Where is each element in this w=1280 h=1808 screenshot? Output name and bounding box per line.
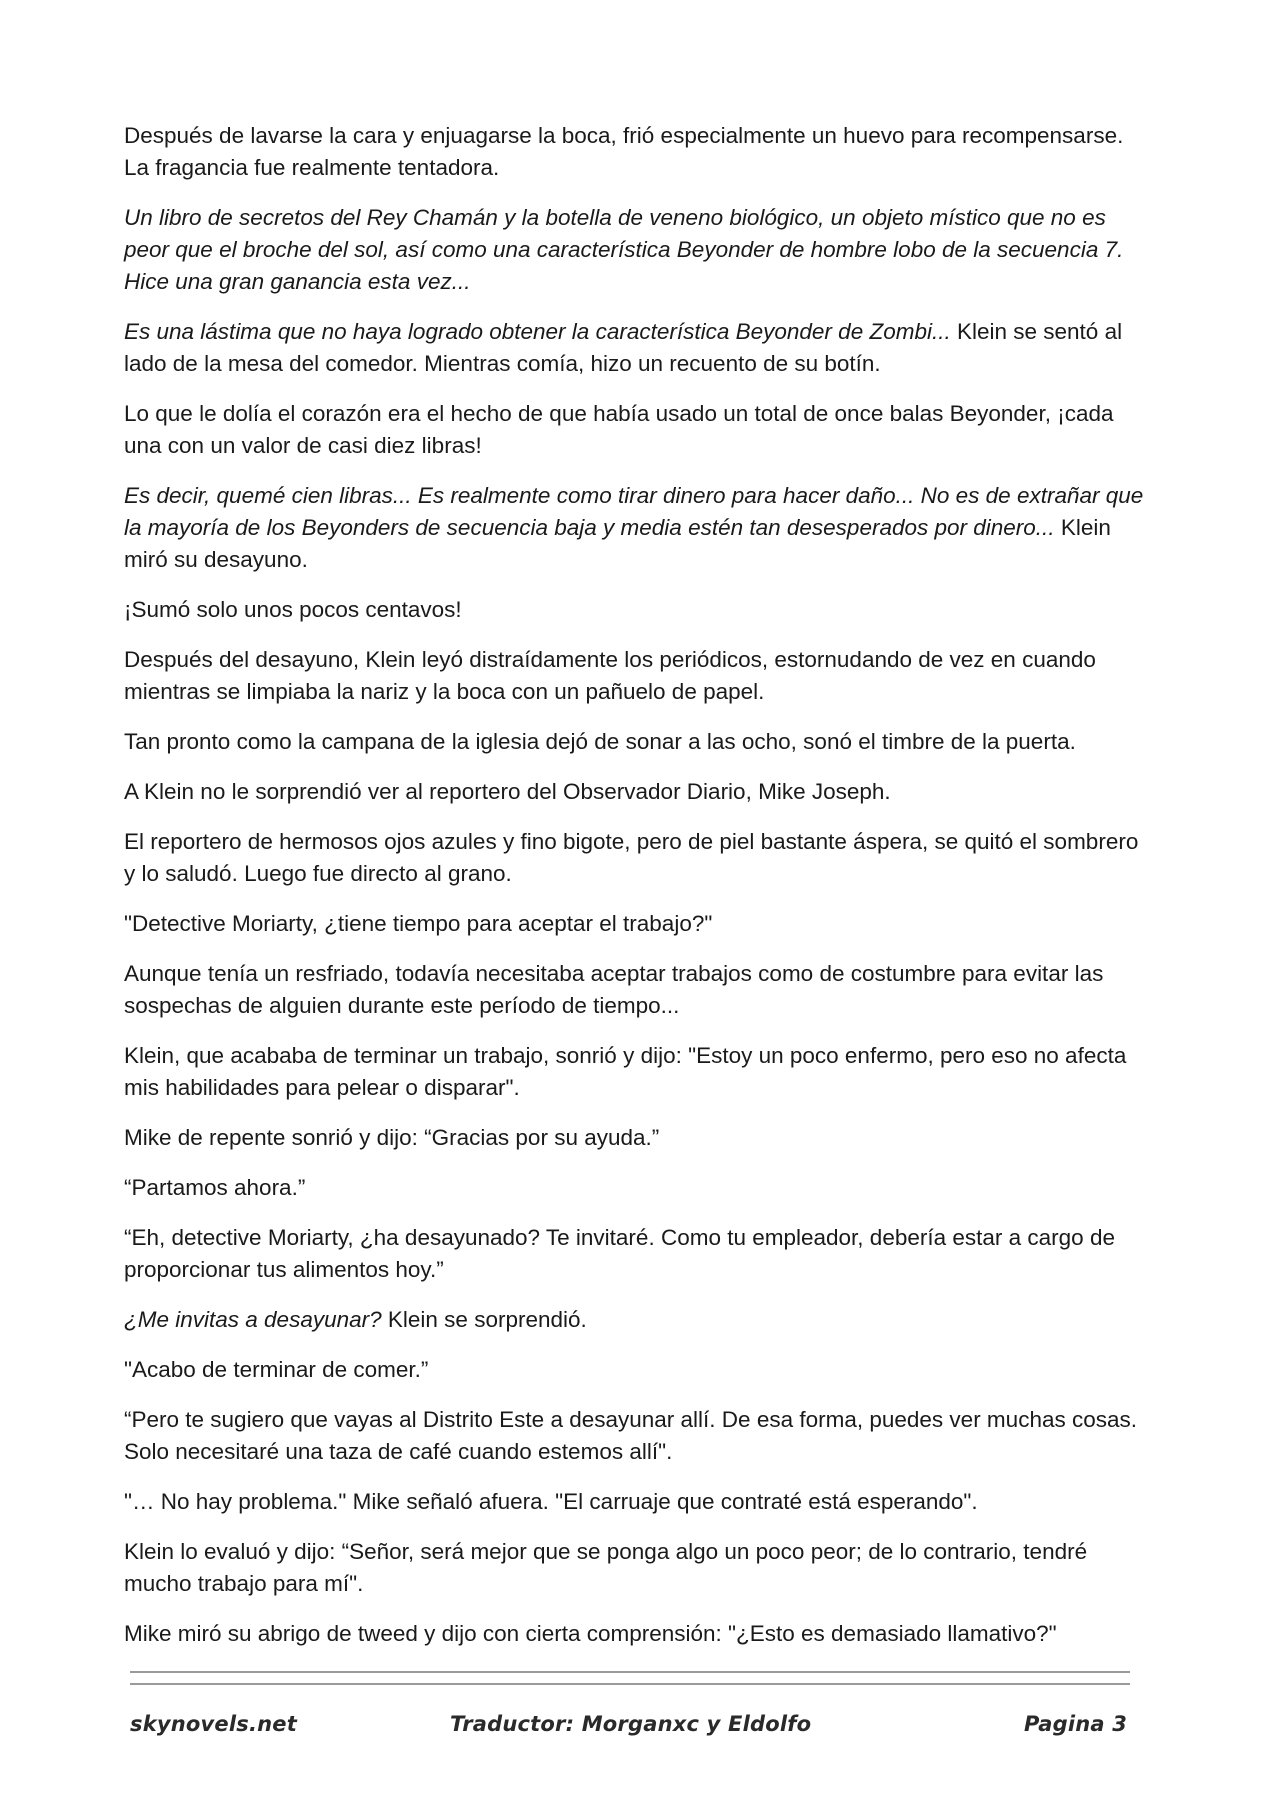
paragraph <box>124 1172 1144 1204</box>
paragraph <box>124 398 1144 462</box>
footer-translator: Traductor: Morganxc y Eldolfo <box>450 1712 812 1736</box>
paragraph <box>124 908 1144 940</box>
text-segment: Klein se sorprendió. <box>381 1307 587 1332</box>
paragraph <box>124 826 1144 890</box>
footer-page-number: Pagina 3 <box>1024 1712 1128 1736</box>
text-segment: “Pero te sugiero que vayas al Distrito Este a desayunar allí. De esa forma, puedes ver muchas cosas. Solo necesitaré una taza de café cuando estemos allí". <box>124 1407 1137 1464</box>
footer-rule-top <box>130 1671 1130 1673</box>
text-segment: Después de lavarse la cara y enjuagarse la boca, frió especialmente un huevo para recompensarse. La fragancia fue realmente tentadora. <box>124 123 1124 180</box>
text-segment: Aunque tenía un resfriado, todavía necesitaba aceptar trabajos como de costumbre para evitar las sospechas de alguien durante este período de tiempo... <box>124 961 1104 1018</box>
text-segment: El reportero de hermosos ojos azules y fino bigote, pero de piel bastante áspera, se quitó el sombrero y lo saludó. Luego fue directo al grano. <box>124 829 1139 886</box>
italic-text: Es decir, quemé cien libras... Es realmente como tirar dinero para hacer daño... No es de extrañar que la mayoría de los Beyonders de secuencia baja y media estén tan desesperados por dinero... <box>124 483 1144 540</box>
paragraph <box>124 120 1144 184</box>
paragraph <box>124 726 1144 758</box>
text-segment: ¡Sumó solo unos pocos centavos! <box>124 597 462 622</box>
paragraph <box>124 1618 1144 1650</box>
text-segment: A Klein no le sorprendió ver al reportero del Observador Diario, Mike Joseph. <box>124 779 891 804</box>
text-segment: “Partamos ahora.” <box>124 1175 306 1200</box>
paragraph <box>124 316 1144 380</box>
italic-text: ¿Me invitas a desayunar? <box>124 1307 382 1332</box>
paragraph <box>124 1304 1144 1336</box>
text-segment: Klein se sentó al lado de la mesa del comedor. Mientras comía, hizo un recuento de su botín. <box>124 319 1123 376</box>
paragraph <box>124 480 1144 576</box>
paragraph <box>124 1122 1144 1154</box>
paragraph <box>124 1222 1144 1286</box>
page-body <box>124 120 1144 1668</box>
text-segment: “Eh, detective Moriarty, ¿ha desayunado? Te invitaré. Como tu empleador, debería estar a cargo de proporcionar tus alimentos hoy.” <box>124 1225 1115 1282</box>
paragraph <box>124 958 1144 1022</box>
text-segment: Klein miró su desayuno. <box>124 515 1111 572</box>
paragraph <box>124 202 1144 298</box>
paragraph <box>124 1536 1144 1600</box>
text-segment: Klein lo evaluó y dijo: “Señor, será mejor que se ponga algo un poco peor; de lo contrario, tendré mucho trabajo para mí". <box>124 1539 1088 1596</box>
paragraph <box>124 1354 1144 1386</box>
text-segment: Mike de repente sonrió y dijo: “Gracias por su ayuda.” <box>124 1125 660 1150</box>
footer-site: skynovels.net <box>130 1712 297 1736</box>
text-segment: Tan pronto como la campana de la iglesia dejó de sonar a las ocho, sonó el timbre de la puerta. <box>124 729 1076 754</box>
text-segment: Klein, que acababa de terminar un trabajo, sonrió y dijo: "Estoy un poco enfermo, pero eso no afecta mis habilidades para pelear o disparar". <box>124 1043 1127 1100</box>
footer-rule-bottom <box>130 1683 1130 1685</box>
paragraph <box>124 1404 1144 1468</box>
paragraph <box>124 594 1144 626</box>
text-segment: Después del desayuno, Klein leyó distraídamente los periódicos, estornudando de vez en cuando mientras se limpiaba la nariz y la boca con un pañuelo de papel. <box>124 647 1096 704</box>
italic-text: Es una lástima que no haya logrado obtener la característica Beyonder de Zombi... <box>124 319 951 344</box>
text-segment: "Acabo de terminar de comer.” <box>124 1357 429 1382</box>
paragraph <box>124 1486 1144 1518</box>
paragraph <box>124 644 1144 708</box>
italic-text: Un libro de secretos del Rey Chamán y la botella de veneno biológico, un objeto místico que no es peor que el broche del sol, así como una característica Beyonder de hombre lobo de la secuencia 7. Hice una gran ganancia esta vez... <box>124 205 1124 294</box>
paragraph <box>124 776 1144 808</box>
text-segment: "Detective Moriarty, ¿tiene tiempo para aceptar el trabajo?" <box>124 911 713 936</box>
text-segment: "… No hay problema." Mike señaló afuera. "El carruaje que contraté está esperando". <box>124 1489 978 1514</box>
text-segment: Mike miró su abrigo de tweed y dijo con cierta comprensión: "¿Esto es demasiado llamativo?" <box>124 1621 1057 1646</box>
paragraph <box>124 1040 1144 1104</box>
text-segment: Lo que le dolía el corazón era el hecho de que había usado un total de once balas Beyonder, ¡cada una con un valor de casi diez libras! <box>124 401 1114 458</box>
